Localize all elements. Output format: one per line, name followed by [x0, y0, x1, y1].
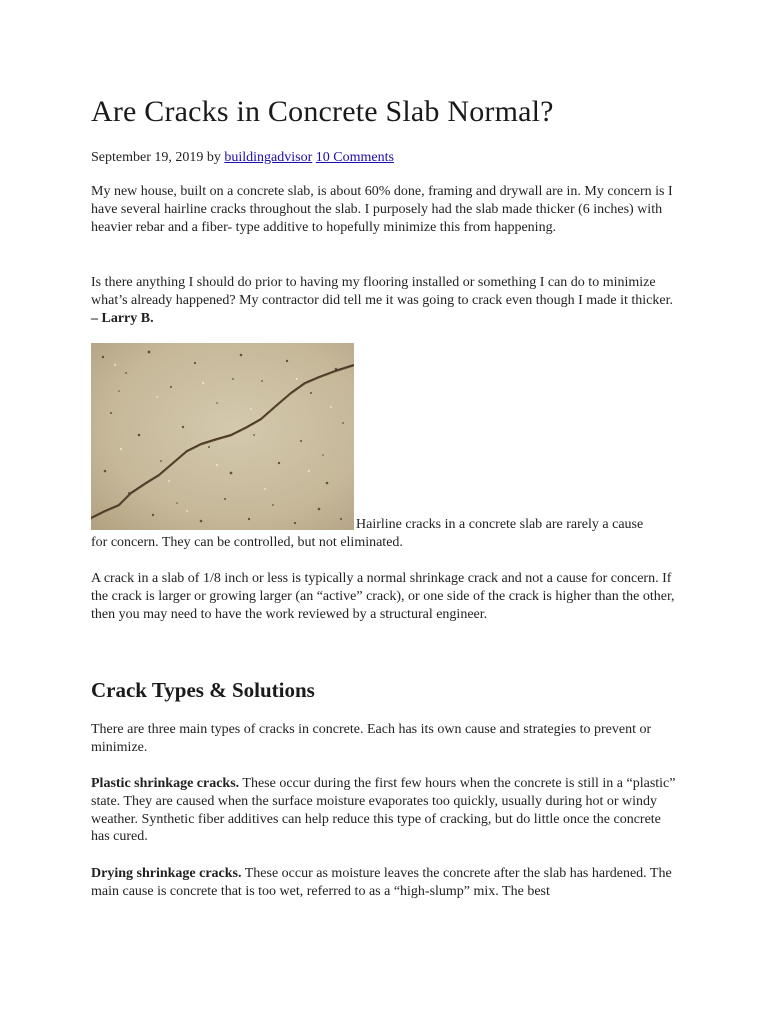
article-title: Are Cracks in Concrete Slab Normal? [91, 95, 554, 128]
article-meta [91, 149, 394, 167]
photo-caption-line-2: for concern. They can be controlled, but not eliminated. [91, 535, 403, 550]
author-link[interactable]: buildingadvisor [224, 150, 313, 165]
plastic-shrinkage-text: These occur during the first few hours when the concrete is still in a “plastic” state. They are caused when the surface moisture evaporates too quickly, usually during hot or windy weather. Synthetic fiber additives can help reduce this type of cracking, but do little once the concrete has cured. [91, 776, 676, 845]
photo-caption-line-1: Hairline cracks in a concrete slab are rarely a cause [356, 517, 644, 532]
by-label: by [206, 150, 221, 165]
post-date: September 19, 2019 [91, 150, 204, 165]
question-paragraph-2 [91, 274, 676, 327]
question-paragraph-1: My new house, built on a concrete slab, is about 60% done, framing and drywall are in. My concern is I have several hairline cracks throughout the slab. I purposely had the slab made thicker (6 inches) with heavier rebar and a fiber- type additive to hopefully minimize this from happening. [91, 184, 673, 235]
answer-paragraph: A crack in a slab of 1/8 inch or less is typically a normal shrinkage crack and not a cause for concern. If the crack is larger or growing larger (an “active” crack), or one side of the crack is higher than the other, then you may need to have the work reviewed by a structural engineer. [91, 571, 675, 622]
question-signature: – Larry B. [91, 310, 154, 326]
drying-shrinkage-text: These occur as moisture leaves the concrete after the slab has hardened. The main cause is concrete that is too wet, referred to as a “high-slump” mix. The best [91, 866, 672, 899]
drying-shrinkage-label: Drying shrinkage cracks. [91, 866, 242, 881]
plastic-shrinkage-paragraph [91, 775, 676, 846]
concrete-crack-photo [91, 343, 354, 530]
crack-types-intro: There are three main types of cracks in concrete. Each has its own cause and strategies to prevent or minimize. [91, 722, 652, 755]
drying-shrinkage-paragraph [91, 865, 676, 901]
section-heading: Crack Types & Solutions [91, 678, 315, 702]
plastic-shrinkage-label: Plastic shrinkage cracks. [91, 776, 240, 791]
comments-link[interactable]: 10 Comments [315, 150, 394, 165]
question-paragraph-2-text: Is there anything I should do prior to having my flooring installed or something I can do to minimize what’s already happened? My contractor did tell me it was going to crack even though I made it thicker. [91, 275, 673, 308]
